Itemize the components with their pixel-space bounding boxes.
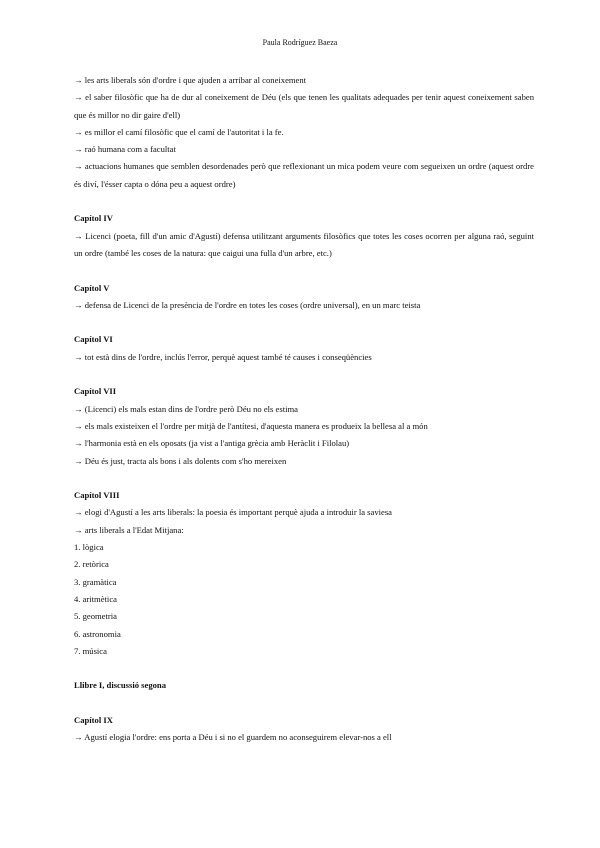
section-heading: Capítol VII (74, 386, 117, 397)
book-heading: Llibre I, discussió segona (74, 680, 167, 691)
intro-line: → les arts liberals són d'ordre i que ajuden a arribar al coneixement (74, 75, 307, 85)
list-item: 5. geometria (74, 611, 117, 622)
list-item: 6. astronomia (74, 628, 121, 639)
section-line: → Déu és just, tracta als bons i als dolents com s'ho mereixen (74, 455, 287, 466)
list-item: 4. aritmètica (74, 593, 117, 604)
page-header-author: Paula Rodríguez Baeza (262, 38, 338, 47)
section-heading: Capítol V (74, 282, 110, 293)
section-line: → Agustí elogia l'ordre: ens porta a Déu i si no el guardem no aconseguirem elevar-nos a ell (74, 732, 392, 743)
document-body (74, 72, 534, 747)
intro-line: → actuacions humanes que semblen desordenades però que reflexionant un mica podem veure com segueixen un ordre (aquest ordre és diví, l'ésser capta o dóna peu a aquest ordre) (74, 161, 534, 189)
section-heading: Capítol VIII (74, 490, 120, 501)
list-item: 7. música (74, 645, 107, 656)
section-line: → (Licenci) els mals estan dins de l'ordre però Déu no els estima (74, 403, 298, 414)
section-heading: Capítol VI (74, 334, 113, 345)
section-line: → els mals existeixen el l'ordre per mitjà de l'antítesi, d'aquesta manera es produeix la bellesa al a món (74, 420, 428, 431)
list-item: 3. gramàtica (74, 576, 117, 587)
list-item: 1. lògica (74, 542, 104, 553)
list-item: 2. retòrica (74, 559, 109, 570)
section-line: → defensa de Licenci de la presència de l'ordre en totes les coses (ordre universal), en un marc teista (74, 299, 421, 310)
intro-line: → raó humana com a facultat (74, 144, 176, 155)
section-line: → Licenci (poeta, fill d'un amic d'Agustí) defensa utilitzant arguments filosòfics que totes les coses ocorren per alguna raó, seguint un ordre (també les coses de la natura: que caigui una fulla d'un arbre, etc.) (74, 230, 534, 258)
section-line: → l'harmonia està en els oposats (ja vist a l'antiga grècia amb Heràclit i Filolau) (74, 438, 350, 449)
section-heading: Capítol IV (74, 213, 113, 224)
section-line: → elogi d'Agustí a les arts liberals: la poesia és important perquè ajuda a introduir la saviesa (74, 507, 392, 518)
intro-line: → es millor el camí filosòfic que el camí de l'autoritat i la fe. (74, 126, 284, 137)
intro-line: → el saber filosòfic que ha de dur al coneixement de Déu (els que tenen les qualitats adequades per tenir aquest coneixement saben que és millor no dir gaire d'ell) (74, 92, 534, 120)
section-line: → arts liberals a l'Edat Mitjana: (74, 524, 184, 535)
section-heading: Capítol IX (74, 714, 113, 725)
section-line: → tot està dins de l'ordre, inclús l'error, perquè aquest també té causes i conseqüències (74, 351, 372, 362)
